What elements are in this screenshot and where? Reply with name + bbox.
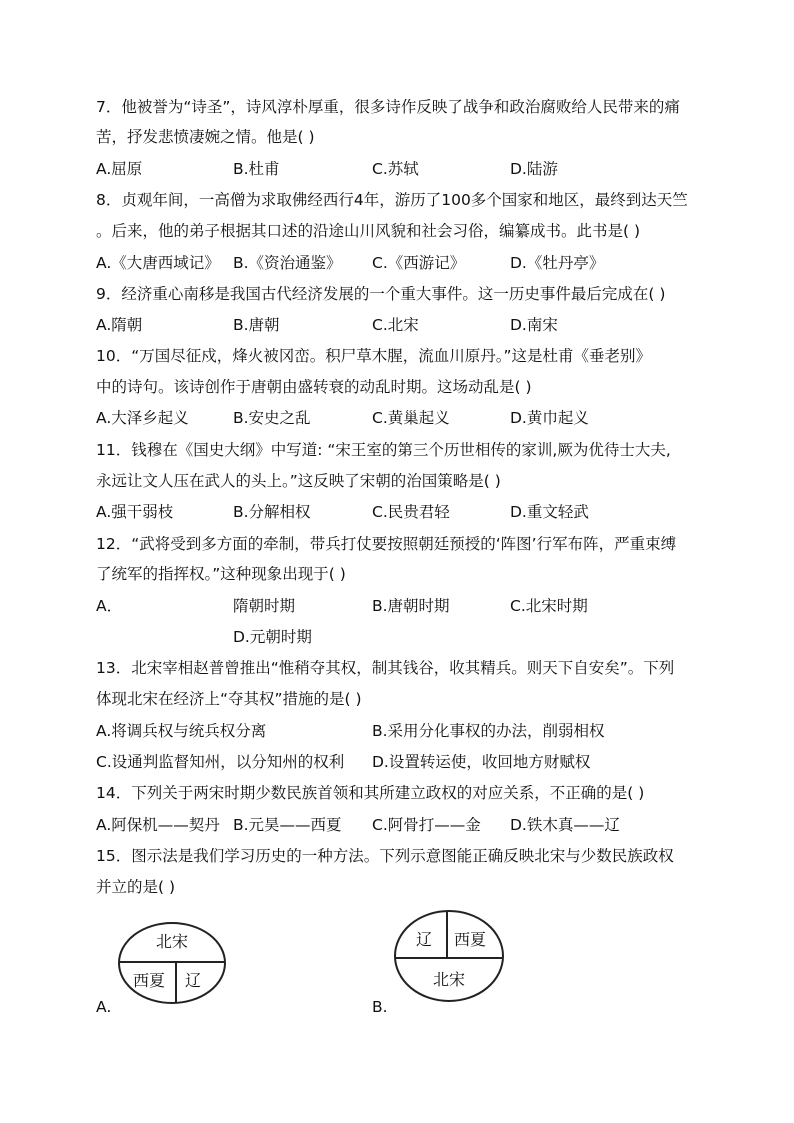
q13-stem-line2: 体现北宋在经济上“夺其权”措施的是( ): [96, 690, 362, 708]
q7-option-d[interactable]: D.陆游: [510, 160, 558, 178]
q7-option-a[interactable]: A.屈原: [96, 160, 143, 178]
q13-option-c[interactable]: C.设通判监督知州，以分知州的权利: [96, 753, 345, 771]
q12-option-a[interactable]: A．: [96, 597, 123, 615]
q12-option-c[interactable]: C.北宋时期: [510, 597, 588, 615]
q12-option-a-text[interactable]: 隋朝时期: [233, 597, 296, 615]
q7-stem-line1: 7．他被誉为“诗圣”，诗风淳朴厚重，很多诗作反映了战争和政治腐败给人民带来的痛: [96, 98, 680, 116]
q8-option-b[interactable]: B.《资治通鉴》: [233, 254, 342, 272]
q11-option-b[interactable]: B.分解相权: [233, 503, 311, 521]
q14-option-a[interactable]: A.阿保机——契丹: [96, 816, 220, 834]
q9-option-a[interactable]: A.隋朝: [96, 316, 143, 334]
q8-stem-line2: 。后来，他的弟子根据其口述的沿途山川风貌和社会习俗，编纂成书。此书是( ): [96, 222, 641, 240]
q7-stem-line2: 苦，抒发悲愤凄婉之情。他是( ): [96, 128, 315, 146]
q15-diagram-a[interactable]: [116, 920, 228, 1006]
q12-option-b[interactable]: B.唐朝时期: [372, 597, 450, 615]
q14-option-c[interactable]: C.阿骨打——金: [372, 816, 481, 834]
q10-stem-line1: 10．“万国尽征戍，烽火被冈峦。积尸草木腥，流血川原丹。”这是杜甫《垂老别》: [96, 347, 652, 365]
q15-stem-line2: 并立的是( ): [96, 878, 176, 896]
q10-option-d[interactable]: D.黄巾起义: [510, 409, 589, 427]
q12-option-d[interactable]: D.元朝时期: [233, 628, 312, 646]
q14-stem-line1: 14．下列关于两宋时期少数民族首领和其所建立政权的对应关系，不正确的是( ): [96, 784, 645, 802]
q7-option-c[interactable]: C.苏轼: [372, 160, 419, 178]
q14-option-d[interactable]: D.铁木真——辽: [510, 816, 620, 834]
diagram-a-label-west-xia: 西夏: [133, 971, 166, 990]
q8-stem-line1: 8．贞观年间，一高僧为求取佛经西行4年，游历了100多个国家和地区，最终到达天竺: [96, 191, 688, 209]
q12-stem-line2: 了统军的指挥权。”这种现象出现于( ): [96, 565, 346, 583]
q9-stem-line1: 9．经济重心南移是我国古代经济发展的一个重大事件。这一历史事件最后完成在( ): [96, 285, 666, 303]
q11-option-c[interactable]: C.民贵君轻: [372, 503, 450, 521]
q9-option-b[interactable]: B.唐朝: [233, 316, 280, 334]
q8-option-a[interactable]: A.《大唐西域记》: [96, 254, 220, 272]
q13-option-a[interactable]: A.将调兵权与统兵权分离: [96, 722, 267, 740]
q8-option-c[interactable]: C.《西游记》: [372, 254, 466, 272]
q10-option-b[interactable]: B.安史之乱: [233, 409, 311, 427]
q15-stem-line1: 15．图示法是我们学习历史的一种方法。下列示意图能正确反映北宋与少数民族政权: [96, 847, 674, 865]
q7-option-b[interactable]: B.杜甫: [233, 160, 280, 178]
q9-option-c[interactable]: C.北宋: [372, 316, 419, 334]
q15-diagram-b[interactable]: [393, 908, 505, 1004]
diagram-a-label-north-song: 北宋: [156, 932, 189, 951]
diagram-b-label-west-xia: 西夏: [454, 930, 487, 949]
diagram-a-label-liao: 辽: [185, 971, 202, 990]
q13-stem-line1: 13．北宋宰相赵普曾推出“惟稍夺其权，制其钱谷，收其精兵。则天下自安矣”。下列: [96, 659, 675, 677]
q15-option-b[interactable]: B.: [372, 998, 388, 1016]
q11-stem-line1: 11．钱穆在《国史大纲》中写道: “宋王室的第三个历世相传的家训,厥为优待士大夫,: [96, 441, 671, 459]
diagram-b-label-north-song: 北宋: [433, 970, 466, 989]
q10-option-c[interactable]: C.黄巢起义: [372, 409, 450, 427]
q10-option-a[interactable]: A.大泽乡起义: [96, 409, 189, 427]
q11-option-a[interactable]: A.强干弱枝: [96, 503, 174, 521]
q14-option-b[interactable]: B.元昊——西夏: [233, 816, 342, 834]
q12-stem-line1: 12．“武将受到多方面的牵制，带兵打仗要按照朝廷预授的‘阵图’行军布阵，严重束缚: [96, 535, 677, 553]
q15-option-a[interactable]: A.: [96, 998, 112, 1016]
q11-stem-line2: 永远让文人压在武人的头上。”这反映了宋朝的治国策略是( ): [96, 472, 501, 490]
q10-stem-line2: 中的诗句。该诗创作于唐朝由盛转衰的动乱时期。这场动乱是( ): [96, 378, 532, 396]
q13-option-d[interactable]: D.设置转运使，收回地方财赋权: [372, 753, 591, 771]
q9-option-d[interactable]: D.南宋: [510, 316, 558, 334]
q8-option-d[interactable]: D.《牡丹亭》: [510, 254, 605, 272]
q11-option-d[interactable]: D.重文轻武: [510, 503, 589, 521]
q13-option-b[interactable]: B.采用分化事权的办法，削弱相权: [372, 722, 605, 740]
diagram-b-label-liao: 辽: [416, 930, 433, 949]
